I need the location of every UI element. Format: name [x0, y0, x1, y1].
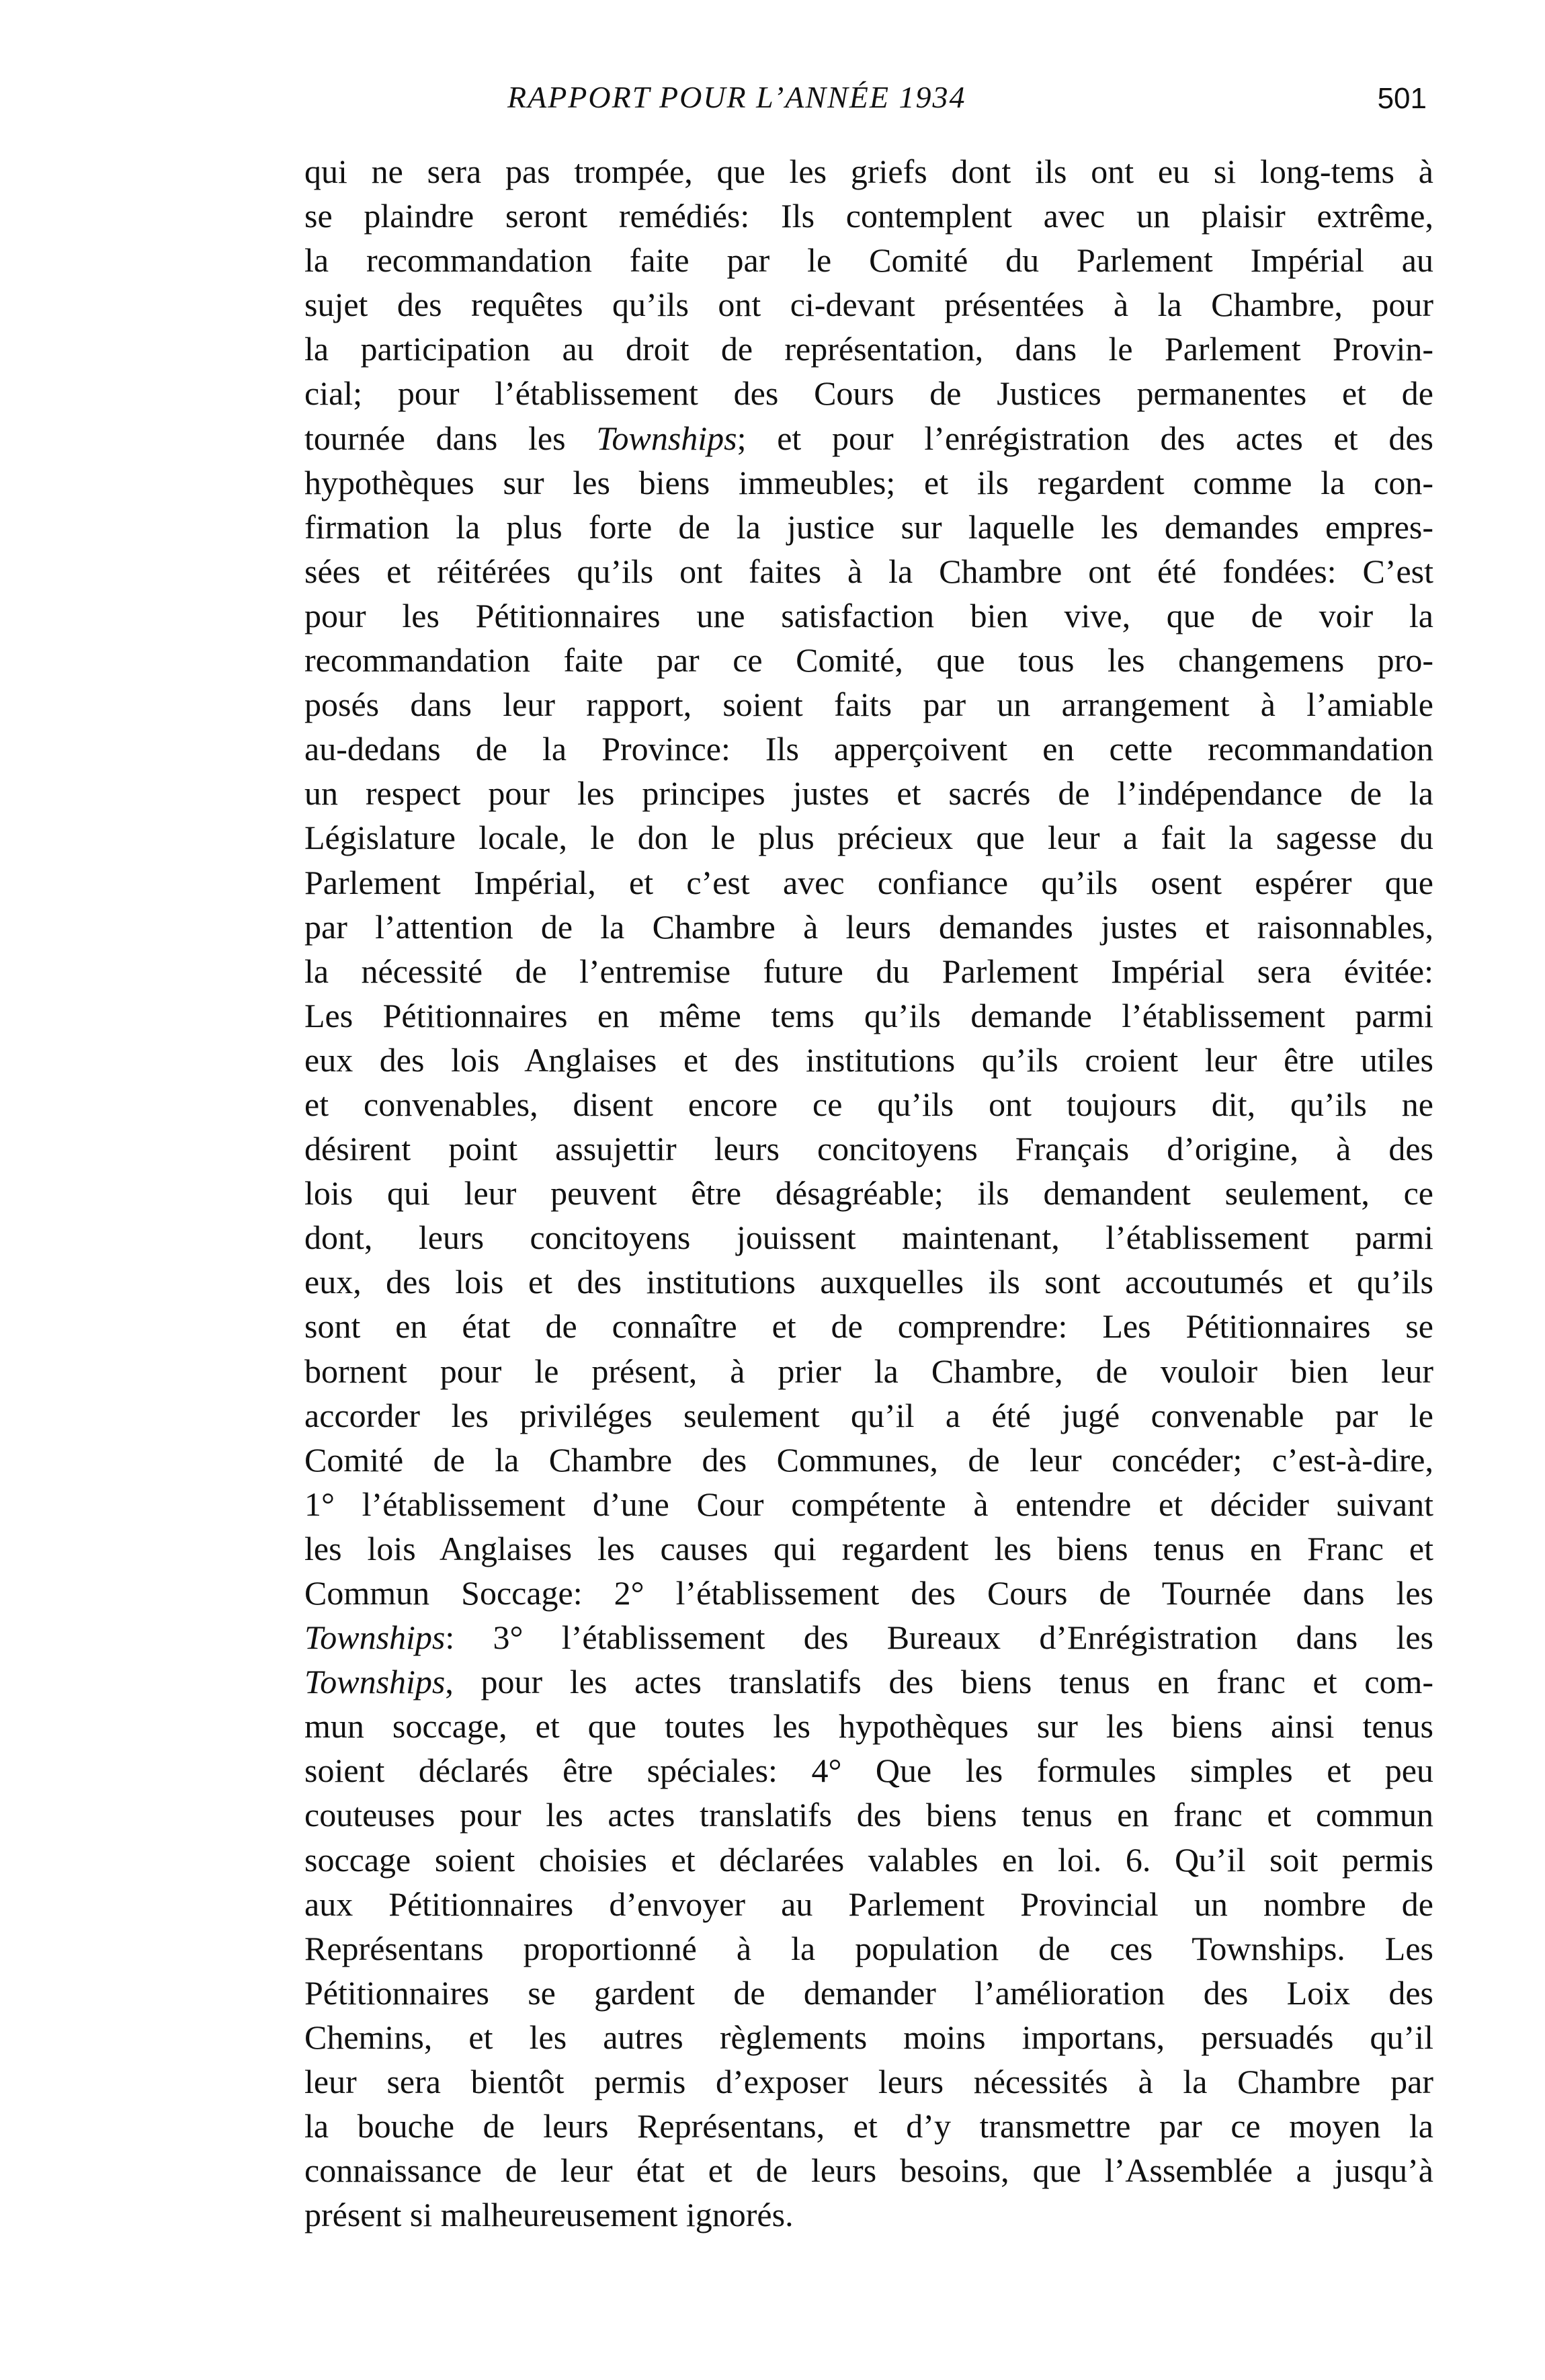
text-line	[304, 1793, 1433, 1837]
text-segment: hypothèques sur les biens immeubles; et ils regardent comme la con-	[304, 463, 1433, 501]
text-line	[304, 194, 1433, 238]
text-line	[304, 327, 1433, 371]
text-line	[304, 1838, 1433, 1882]
text-segment: sées et réitérées qu’ils ont faites à la Chambre ont été fondées: C’est	[304, 552, 1433, 590]
text-line	[304, 2148, 1433, 2192]
page-number: 501	[1377, 82, 1427, 115]
text-segment: bornent pour le présent, à prier la Chambre, de vouloir bien leur	[304, 1352, 1433, 1390]
text-segment: Parlement Impérial, et c’est avec confiance qu’ils osent espérer que	[304, 863, 1433, 901]
text-segment: sont en état de connaître et de comprendre: Les Pétitionnaires se	[304, 1307, 1433, 1346]
body-text	[304, 149, 1433, 2237]
text-segment: soccage soient choisies et déclarées valables en loi. 6. Qu’il soit permis	[304, 1840, 1433, 1879]
text-segment: posés dans leur rapport, soient faits par un arrangement à l’amiable	[304, 686, 1433, 724]
text-line	[304, 1215, 1433, 1260]
text-segment: Législature locale, le don le plus précieux que leur a fait la sagesse du	[304, 819, 1433, 857]
text-segment: cial; pour l’établissement des Cours de Justices permanentes et de	[304, 374, 1433, 413]
text-line	[304, 860, 1433, 905]
text-line	[304, 1349, 1433, 1393]
text-segment: recommandation faite par ce Comité, que tous les changemens pro-	[304, 641, 1433, 680]
text-segment: la participation au droit de représentation, dans le Parlement Provin-	[304, 330, 1433, 368]
text-line	[304, 1304, 1433, 1348]
text-line	[304, 682, 1433, 727]
text-line	[304, 1438, 1433, 1482]
text-segment: lois qui leur peuvent être désagréable; ils demandent seulement, ce	[304, 1174, 1433, 1213]
text-line	[304, 727, 1433, 771]
italic-term: Townships	[596, 419, 737, 457]
text-segment: aux Pétitionnaires d’envoyer au Parlement Provincial un nombre de	[304, 1885, 1433, 1923]
text-line	[304, 549, 1433, 593]
text-line	[304, 505, 1433, 549]
text-segment: et convenables, disent encore ce qu’ils ont toujours dit, qu’ils ne	[304, 1085, 1433, 1123]
text-segment: firmation la plus forte de la justice sur laquelle les demandes empres-	[304, 507, 1433, 546]
text-segment: ; et pour l’enrégistration des actes et des	[737, 419, 1433, 457]
text-segment: Les Pétitionnaires en même tems qu’ils demande l’établissement parmi	[304, 996, 1433, 1034]
text-segment: eux, des lois et des institutions auxquelles ils sont accoutumés et qu’ils	[304, 1263, 1433, 1301]
text-segment: eux des lois Anglaises et des institutions qu’ils croient leur être utiles	[304, 1040, 1433, 1079]
text-line	[304, 2104, 1433, 2148]
text-segment: la nécessité de l’entremise future du Parlement Impérial sera évitée:	[304, 952, 1433, 990]
text-line	[304, 1082, 1433, 1126]
text-segment: les lois Anglaises les causes qui regardent les biens tenus en Franc et	[304, 1529, 1433, 1567]
text-segment: connaissance de leur état et de leurs besoins, que l’Assemblée a jusqu’à	[304, 2151, 1433, 2190]
text-line	[304, 238, 1433, 282]
text-segment: soient déclarés être spéciales: 4° Que les formules simples et peu	[304, 1752, 1433, 1790]
text-segment: couteuses pour les actes translatifs des biens tenus en franc et commun	[304, 1796, 1433, 1834]
text-line	[304, 1882, 1433, 1926]
text-line	[304, 149, 1433, 194]
running-title: RAPPORT POUR L’ANNÉE 1934	[507, 80, 966, 114]
text-segment: leur sera bientôt permis d’exposer leurs nécessités à la Chambre par	[304, 2063, 1433, 2101]
text-segment: un respect pour les principes justes et sacrés de l’indépendance de la	[304, 774, 1433, 813]
text-line	[304, 1659, 1433, 1704]
text-line	[304, 593, 1433, 638]
text-line	[304, 1482, 1433, 1526]
text-line	[304, 949, 1433, 993]
text-line	[304, 1704, 1433, 1748]
text-line	[304, 282, 1433, 327]
text-line	[304, 638, 1433, 682]
text-segment: par l’attention de la Chambre à leurs demandes justes et raisonnables,	[304, 907, 1433, 946]
text-segment: la recommandation faite par le Comité du Parlement Impérial au	[304, 241, 1433, 280]
text-segment: accorder les priviléges seulement qu’il a été jugé convenable par le	[304, 1396, 1433, 1434]
text-segment: dont, leurs concitoyens jouissent maintenant, l’établissement parmi	[304, 1219, 1433, 1257]
text-line	[304, 2059, 1433, 2104]
text-line	[304, 1748, 1433, 1793]
text-line	[304, 460, 1433, 505]
text-line	[304, 1615, 1433, 1659]
running-header	[306, 79, 1448, 140]
text-segment: se plaindre seront remédiés: Ils contemplent avec un plaisir extrême,	[304, 197, 1433, 235]
text-segment: désirent point assujettir leurs concitoyens Français d’origine, à des	[304, 1130, 1433, 1168]
text-line	[304, 1126, 1433, 1171]
text-segment: Représentans proportionné à la population de ces Townships. Les	[304, 1929, 1433, 1967]
text-line	[304, 1526, 1433, 1571]
text-line	[304, 1038, 1433, 1082]
text-segment: au-dedans de la Province: Ils apperçoivent en cette recommandation	[304, 730, 1433, 768]
text-segment: Comité de la Chambre des Communes, de leur concéder; c’est-à-dire,	[304, 1440, 1433, 1479]
text-segment: la bouche de leurs Représentans, et d’y transmettre par ce moyen la	[304, 2107, 1433, 2145]
text-segment: sujet des requêtes qu’ils ont ci-devant présentées à la Chambre, pour	[304, 286, 1433, 324]
text-segment: présent si malheureusement ignorés.	[304, 2196, 794, 2234]
text-segment: Chemins, et les autres règlements moins importans, persuadés qu’il	[304, 2018, 1433, 2056]
text-line	[304, 993, 1433, 1038]
text-segment: pour les Pétitionnaires une satisfaction bien vive, que de voir la	[304, 596, 1433, 634]
text-segment: qui ne sera pas trompée, que les griefs dont ils ont eu si long-tems à	[304, 153, 1433, 190]
text-line	[304, 1971, 1433, 2015]
text-segment: 1° l’établissement d’une Cour compétente à entendre et décider suivant	[304, 1485, 1433, 1523]
italic-term: Townships	[304, 1618, 446, 1657]
italic-term: Townships	[304, 1663, 446, 1701]
text-line	[304, 1571, 1433, 1615]
text-line	[304, 2192, 1433, 2237]
text-line	[304, 815, 1433, 860]
text-line	[304, 1171, 1433, 1215]
text-line	[304, 416, 1433, 460]
text-segment: mun soccage, et que toutes les hypothèques sur les biens ainsi tenus	[304, 1707, 1433, 1746]
text-segment: : 3° l’établissement des Bureaux d’Enrégistration dans les	[445, 1618, 1433, 1657]
text-line	[304, 1393, 1433, 1438]
text-line	[304, 1926, 1433, 1971]
text-line	[304, 771, 1433, 815]
text-line	[304, 371, 1433, 415]
text-line	[304, 905, 1433, 949]
text-segment: tournée dans les	[304, 419, 597, 457]
text-segment: , pour les actes translatifs des biens tenus en franc et com-	[445, 1663, 1433, 1701]
text-segment: Commun Soccage: 2° l’établissement des Cours de Tournée dans les	[304, 1574, 1433, 1612]
text-line	[304, 2015, 1433, 2059]
text-line	[304, 1260, 1433, 1304]
text-segment: Pétitionnaires se gardent de demander l’amélioration des Loix des	[304, 1973, 1433, 2012]
